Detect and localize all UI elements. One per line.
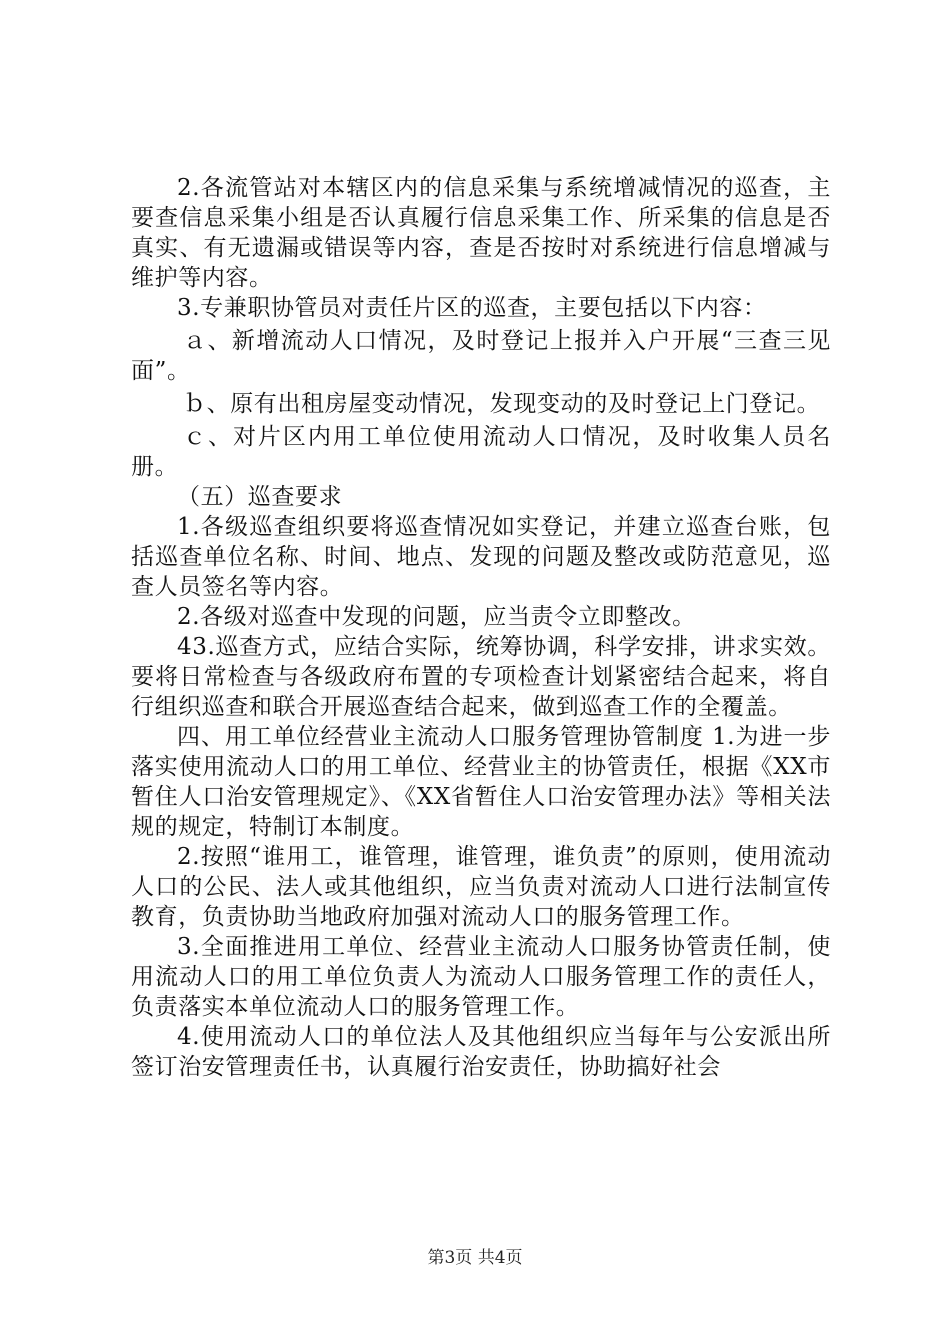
paragraph-11: 2.按照“谁用工，谁管理，谁管理，谁负责”的原则，使用流动人口的公民、法人或其他组织，应当负责对流动人口进行法制宣传教育，负责协助当地政府加强对流动人口的服务管理工作。 xyxy=(131,844,831,930)
paragraph-5: ｃ、对片区内用工单位使用流动人口情况，及时收集人员名册。 xyxy=(131,424,831,480)
paragraph-13: 4.使用流动人口的单位法人及其他组织应当每年与公安派出所签订治安管理责任书，认真履行治安责任，协助搞好社会 xyxy=(131,1024,831,1080)
paragraph-8: 2.各级对巡查中发现的问题，应当责令立即整改。 xyxy=(177,604,696,630)
paragraph-3: ａ、新增流动人口情况，及时登记上报并入户开展“三查三见面”。 xyxy=(131,328,831,384)
paragraph-2: 3.专兼职协管员对责任片区的巡查，主要包括以下内容： xyxy=(177,295,767,321)
paragraph-1: 2.各流管站对本辖区内的信息采集与系统增减情况的巡查，主要查信息采集小组是否认真履行信息采集工作、所采集的信息是否真实、有无遗漏或错误等内容，查是否按时对系统进行信息增减与维护等内容。 xyxy=(131,175,831,291)
paragraph-7: 1.各级巡查组织要将巡查情况如实登记，并建立巡查台账，包括巡查单位名称、时间、地点、发现的问题及整改或防范意见，巡查人员签名等内容。 xyxy=(131,514,831,600)
paragraph-10: 四、用工单位经营业主流动人口服务管理协管制度 1.为进一步落实使用流动人口的用工单位、经营业主的协管责任，根据《XX市暂住人口治安管理规定》、《XX省暂住人口治安管理办法》等相关法规的规定，特制订本制度。 xyxy=(131,724,831,840)
paragraph-12: 3.全面推进用工单位、经营业主流动人口服务协管责任制，使用流动人口的用工单位负责人为流动人口服务管理工作的责任人，负责落实本单位流动人口的服务管理工作。 xyxy=(131,934,831,1020)
section-heading-5: （五）巡查要求 xyxy=(177,484,343,510)
document-body xyxy=(131,173,831,1082)
paragraph-4: ｂ、原有出租房屋变动情况，发现变动的及时登记上门登记。 xyxy=(183,391,821,417)
page-number-footer: 第3页 共4页 xyxy=(427,1248,523,1268)
paragraph-9: 43.巡查方式，应结合实际，统筹协调，科学安排，讲求实效。要将日常检查与各级政府布置的专项检查计划紧密结合起来，将自行组织巡查和联合开展巡查结合起来，做到巡查工作的全覆盖。 xyxy=(131,634,831,720)
